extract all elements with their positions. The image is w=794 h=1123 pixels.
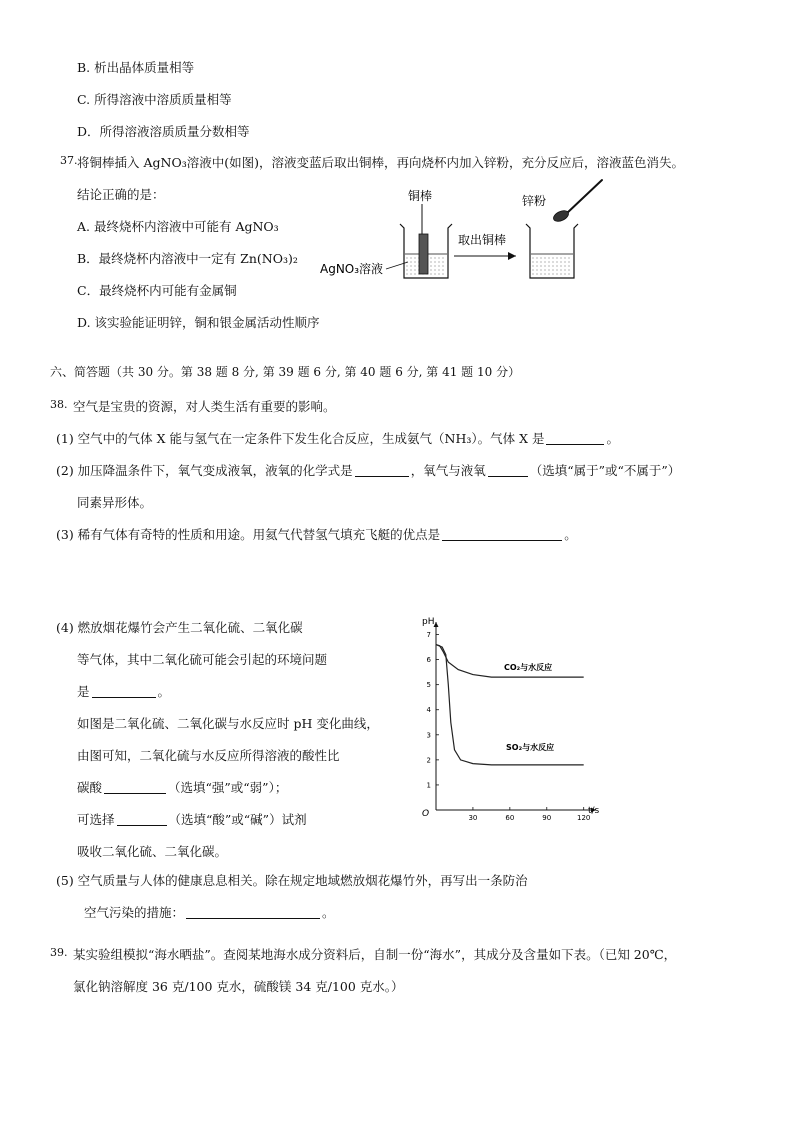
x-tick-label: 120 (577, 814, 591, 822)
q37-option-b: B．最终烧杯内溶液中一定有 Zn(NO₃)₂ (77, 251, 298, 266)
section-6-heading: 六、简答题（共 30 分。第 38 题 8 分, 第 39 题 6 分, 第 40 题 6 分, 第 41 题 10 分） (50, 365, 521, 379)
solution-pointer (386, 262, 408, 269)
series-label-co2: CO₂与水反应 (504, 663, 553, 672)
q37-prompt: 结论正确的是： (77, 187, 165, 202)
y-tick-label: 7 (426, 631, 431, 640)
y-axis-label: pH (422, 617, 435, 627)
y-tick-label: 4 (426, 706, 431, 715)
ph-chart (418, 614, 602, 824)
copper-rod-label: 铜棒 (408, 189, 433, 203)
solution-label: AgNO₃溶液 (320, 262, 384, 276)
q38-part-2: (2) 加压降温条件下，氧气变成液氧，液氧的化学式是 ，氧气与液氧 （选填“属于”或“不属于”） (56, 463, 681, 478)
arrow-label: 取出铜棒 (458, 233, 507, 247)
y-tick-label: 6 (426, 656, 431, 665)
q38-part-4-line3: 是 。 (77, 684, 171, 699)
copper-rod (419, 234, 428, 274)
q38-part-4-line1: (4) 燃放烟花爆竹会产生二氧化硫、二氧化碳 (56, 620, 303, 635)
q38-part-4-line4: 如图是二氧化硫、二氧化碳与水反应时 pH 变化曲线， (77, 716, 379, 731)
answer-blank-environment-issue[interactable] (92, 685, 156, 698)
q38-part-1: (1) 空气中的气体 X 能与氢气在一定条件下发生化合反应，生成氨气（NH₃）。气体 X 是 。 (56, 431, 619, 446)
zinc-label: 锌粉 (522, 194, 547, 208)
q38-part-4-line5: 由图可知，二氧化硫与水反应所得溶液的酸性比 (77, 748, 340, 763)
q37-option-c: C．最终烧杯内可能有金属铜 (77, 283, 237, 298)
answer-blank-reagent[interactable] (117, 813, 167, 826)
y-tick-label: 5 (426, 681, 431, 690)
answer-blank-liquid-oxygen-formula[interactable] (355, 464, 409, 477)
answer-blank-pollution-measure[interactable] (186, 906, 320, 919)
q36-option-b: B. 析出晶体质量相等 (77, 60, 195, 75)
answer-blank-helium-advantage[interactable] (442, 528, 562, 541)
spoon-handle (566, 180, 602, 214)
q37-stem: 将铜棒插入 AgNO₃溶液中(如图)，溶液变蓝后取出铜棒，再向烧杯内加入锌粉，充分反应后，溶液蓝色消失。 (77, 155, 684, 170)
q39-line1: 某实验组模拟“海水晒盐”。查阅某地海水成分资料后，自制一份“海水”，其成分及含量如下表。（已知 20℃， (73, 947, 677, 962)
y-tick-label: 3 (426, 731, 431, 740)
q38-part-4-line7: 可选择 （选填“酸”或“碱”）试剂 (77, 812, 307, 827)
q39-number: 39. (50, 946, 68, 959)
x-tick-label: 60 (505, 814, 515, 822)
q38-part-5-line1: (5) 空气质量与人体的健康息息相关。除在规定地域燃放烟花爆竹外，再写出一条防治 (56, 873, 528, 888)
beaker-right-liquid (532, 258, 572, 274)
q37-option-d: D. 该实验能证明锌，铜和银金属活动性顺序 (77, 315, 320, 330)
origin-label: O (422, 809, 430, 819)
q38-number: 38. (50, 398, 68, 411)
series-line-co2 (436, 645, 584, 678)
x-axis-label: t/s (588, 806, 600, 816)
x-tick-label: 30 (468, 814, 478, 822)
y-tick-label: 2 (426, 756, 431, 765)
q36-option-d: D．所得溶液溶质质量分数相等 (77, 124, 250, 139)
q38-part-4-line8: 吸收二氧化硫、二氧化碳。 (77, 844, 228, 859)
arrow-head (508, 252, 516, 260)
spoon-head (552, 209, 570, 224)
q38-part-4-line6: 碳酸 （选填“强”或“弱”）； (77, 780, 288, 795)
answer-blank-acidity[interactable] (104, 781, 166, 794)
q36-option-c: C. 所得溶液中溶质质量相等 (77, 92, 232, 107)
q38-part-2-cont: 同素异形体。 (77, 495, 153, 510)
q37-option-a: A. 最终烧杯内溶液中可能有 AgNO₃ (77, 219, 279, 234)
q38-part-5-line2: 空气污染的措施： 。 (84, 905, 335, 920)
chart-axes (434, 622, 597, 813)
q38-part-4-line2: 等气体，其中二氧化硫可能会引起的环境问题 (77, 652, 328, 667)
q37-number: 37. (60, 154, 78, 167)
y-tick-label: 1 (426, 781, 431, 790)
q37-beaker-figure (318, 172, 618, 288)
answer-blank-gas-x[interactable] (546, 432, 604, 445)
q38-part-3: (3) 稀有气体有奇特的性质和用途。用氦气代替氢气填充飞艇的优点是 。 (56, 527, 577, 542)
series-label-so2: SO₂与水反应 (506, 743, 555, 752)
q39-line2: 氯化钠溶解度 36 克/100 克水，硫酸镁 34 克/100 克水。） (73, 979, 404, 994)
answer-blank-allotrope[interactable] (488, 464, 528, 477)
x-tick-label: 90 (542, 814, 552, 822)
q38-stem: 空气是宝贵的资源，对人类生活有重要的影响。 (73, 399, 336, 414)
